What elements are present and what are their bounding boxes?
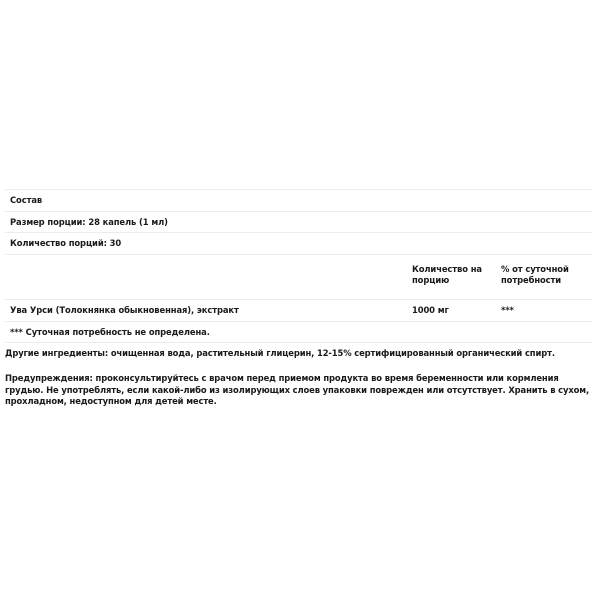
table-header-row: [5, 254, 592, 299]
footnote: *** Суточная потребность не определена.: [10, 326, 210, 337]
column-header-amount: Количество на порцию: [412, 263, 482, 285]
serving-size: Размер порции: 28 капель (1 мл): [10, 216, 168, 227]
table-title-row: [5, 189, 592, 211]
ingredient-name: Ува Урси (Толокнянка обыкновенная), экстракт: [10, 304, 239, 315]
other-ingredients: Другие ингредиенты: очищенная вода, растительный глицерин, 12-15% сертифицированный органический спирт.: [5, 348, 555, 358]
footnote-row: [5, 321, 592, 343]
supplement-facts-table: [5, 189, 592, 343]
warnings: Предупреждения: проконсультируйтесь с врачом перед приемом продукта во время беременности или кормления грудью. Не употреблять, если какой-либо из изолирующих слоев упаковки поврежден или отсутствует. Хранить в сухом, прохладном, недоступном для детей месте.: [5, 373, 590, 407]
servings-per-container: Количество порций: 30: [10, 238, 122, 248]
ingredient-amount: 1000 мг: [412, 304, 449, 315]
serving-size-row: [5, 211, 592, 233]
column-header-daily-value: % от суточной потребности: [501, 263, 569, 285]
table-row: [5, 299, 592, 321]
servings-per-container-row: [5, 232, 592, 254]
table-title: Состав: [10, 195, 43, 205]
ingredient-daily-value: ***: [501, 304, 514, 315]
